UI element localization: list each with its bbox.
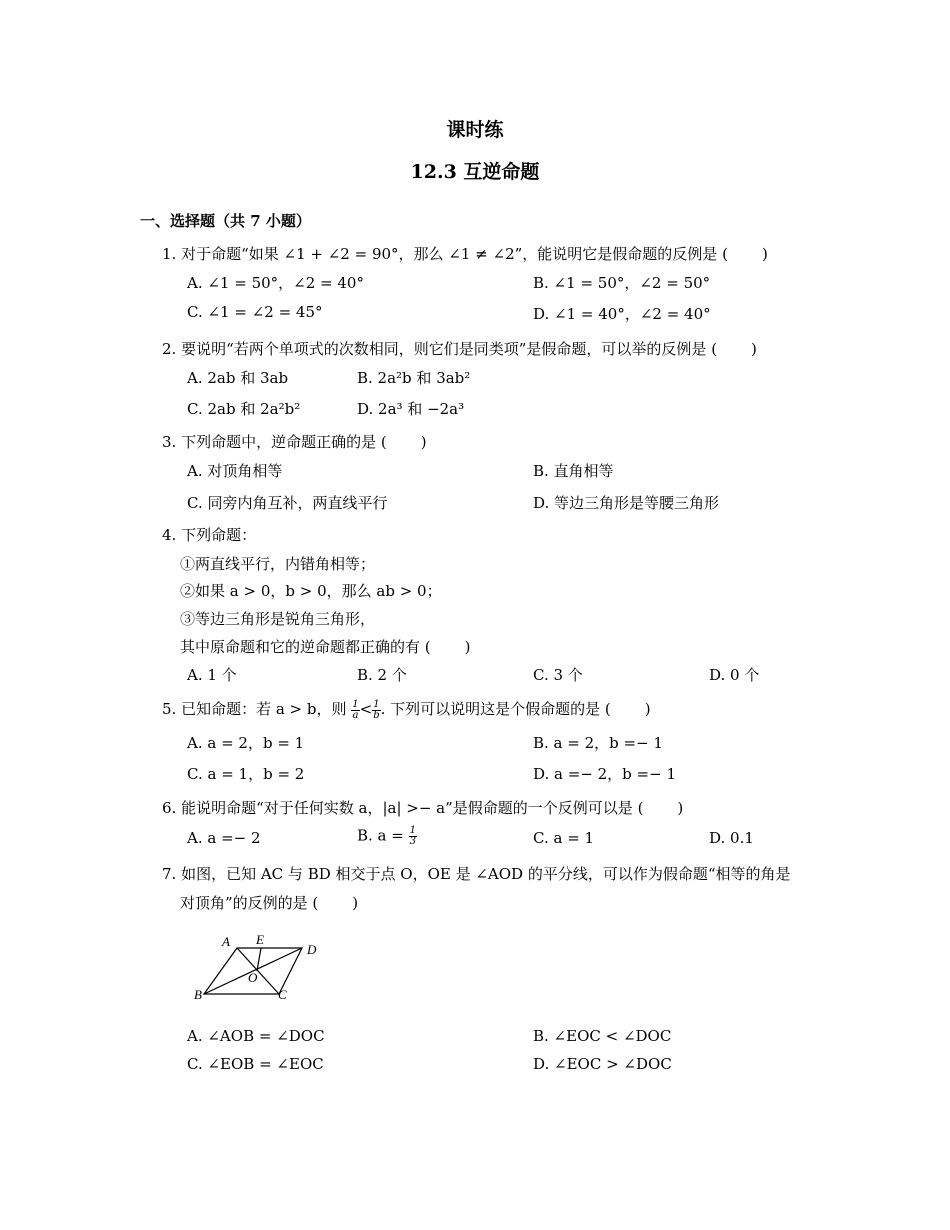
question-3-option-c: C. 同旁内角互补，两直线平行 [187,494,388,512]
question-3-option-d: D. 等边三角形是等腰三角形 [533,494,720,512]
question-2-option-d: D. 2a³ 和 −2a³ [357,400,465,418]
question-3-option-a: A. 对顶角相等 [187,462,283,480]
label-d: D [307,942,317,957]
question-4-option-a: A. 1 个 [187,666,237,684]
question-6-option-c: C. a = 1 [533,829,595,847]
question-7-stem-line-2: 对顶角”的反例的是 ( ) [180,894,359,912]
question-7-option-d: D. ∠EOC > ∠DOC [533,1055,672,1073]
question-2-option-a: A. 2ab 和 3ab [187,369,289,387]
question-3-option-b: B. 直角相等 [533,462,614,480]
page-subtitle: 12.3 互逆命题 [410,161,540,183]
question-6-option-a: A. a =− 2 [187,829,261,847]
question-7-option-c: C. ∠EOB = ∠EOC [187,1055,324,1073]
question-6-option-b: B. a = $\frac{1}{3}$ [357,825,416,847]
fraction-1-over-b: $\frac{1}{b}$ [373,698,380,721]
question-4-tail: 其中原命题和它的逆命题都正确的有 ( ) [180,638,471,656]
question-2-stem: 2. 要说明“若两个单项式的次数相同，则它们是同类项”是假命题，可以举的反例是 ( ) [162,340,757,358]
question-7-stem-line-1: 7. 如图，已知 AC 与 BD 相交于点 O，OE 是 ∠AOD 的平分线，可以作为假命题“相等的角是 [162,865,791,883]
question-2-option-b: B. 2a²b 和 3ab² [357,369,471,387]
parallelogram-figure [190,930,330,1005]
question-1-option-b: B. ∠1 = 50°，∠2 = 50° [533,274,711,292]
question-2-option-c: C. 2ab 和 2a²b² [187,400,301,418]
label-b: B [194,987,202,1002]
question-1-option-c: C. ∠1 = ∠2 = 45° [187,303,323,321]
question-7-option-b: B. ∠EOC < ∠DOC [533,1027,672,1045]
label-e: E [256,932,264,947]
fraction-1-over-3: $\frac{1}{3}$ [409,825,416,847]
question-5-option-a: A. a = 2，b = 1 [187,734,305,752]
fraction-1-over-a: $\frac{1}{a}$ [352,698,359,721]
question-4-item-1: ①两直线平行，内错角相等； [180,555,376,573]
question-6-option-d: D. 0.1 [709,829,754,847]
question-1-option-d: D. ∠1 = 40°，∠2 = 40° [533,305,711,323]
question-4-item-2: ②如果 a > 0，b > 0，那么 ab > 0； [180,582,442,600]
question-3-stem: 3. 下列命题中，逆命题正确的是 ( ) [162,433,427,451]
question-5-option-d: D. a =− 2，b =− 1 [533,765,677,783]
question-5-option-c: C. a = 1，b = 2 [187,765,305,783]
label-c: C [278,987,287,1002]
question-6-stem: 6. 能说明命题“对于任何实数 a，|a| >− a”是假命题的一个反例可以是 ( ) [162,799,684,817]
question-1-option-a: A. ∠1 = 50°，∠2 = 40° [187,274,364,292]
question-4-option-c: C. 3 个 [533,666,583,684]
label-a: A [222,934,230,949]
question-4-stem: 4. 下列命题： [162,526,257,544]
question-7-option-a: A. ∠AOB = ∠DOC [187,1027,325,1045]
question-4-item-3: ③等边三角形是锐角三角形， [180,610,376,628]
label-o: O [248,970,258,985]
question-5-option-b: B. a = 2，b =− 1 [533,734,663,752]
question-5-stem: 5. 已知命题：若 a > b，则 $\frac{1}{a}$ < $\frac{1}{b}$ . 下列可以说明这是个假命题的是 ( ) [162,698,651,721]
question-4-option-d: D. 0 个 [709,666,760,684]
section-title: 一、选择题（共 7 小题） [140,212,311,230]
question-1-stem: 1. 对于命题“如果 ∠1 + ∠2 = 90°，那么 ∠1 ≠ ∠2”，能说明它是假命题的反例是 ( ) [162,245,768,263]
question-4-option-b: B. 2 个 [357,666,407,684]
page-title: 课时练 [446,119,504,141]
segment-ac [237,948,279,994]
